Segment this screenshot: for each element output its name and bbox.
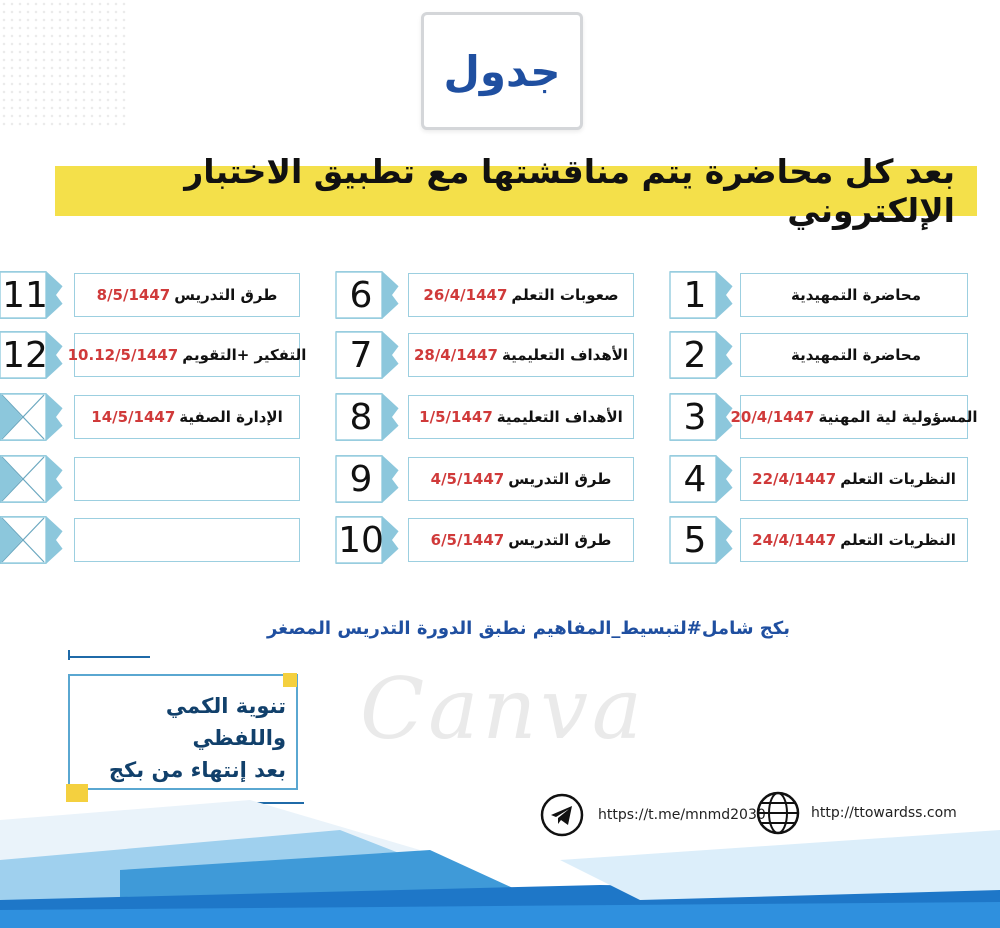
schedule-row	[0, 518, 1000, 564]
lecture-number	[0, 393, 50, 441]
lecture-number-badge	[0, 271, 74, 319]
lecture-date: 28/4/1447	[413, 346, 498, 364]
lecture-topic: الأهداف التعليمية	[501, 346, 629, 364]
lecture-topic: صعوبات التعلم	[511, 286, 619, 304]
lecture-number: 8	[349, 396, 373, 438]
lecture-box	[67, 333, 307, 377]
page-title: جدول	[443, 46, 561, 96]
lecture-box	[74, 395, 300, 439]
lecture-date: 20/4/1447	[730, 408, 815, 426]
lecture-topic: التفكير +التقويم	[182, 346, 307, 364]
lecture-topic: النظريات التعلم	[840, 470, 956, 488]
lecture-topic: محاضرة التمهيدية	[791, 286, 922, 304]
lecture-date: 4/5/1447	[430, 470, 505, 488]
decor-square	[283, 673, 297, 687]
lecture-number: 3	[683, 396, 707, 438]
website-link[interactable]	[755, 790, 957, 836]
title-box	[421, 12, 583, 130]
decor-line	[68, 650, 70, 660]
lecture-date: 10.12/5/1447	[67, 346, 179, 364]
dot-pattern	[0, 0, 130, 130]
lecture-date: 8/5/1447	[96, 286, 171, 304]
globe-icon	[755, 790, 801, 836]
lecture-number: 11	[2, 274, 48, 316]
lecture-number-badge	[0, 393, 74, 441]
lecture-number: 2	[683, 334, 707, 376]
lecture-number: 9	[349, 458, 373, 500]
lecture-number: 10	[338, 519, 384, 561]
telegram-url[interactable]: https://t.me/mnmd2030	[598, 807, 766, 823]
lecture-topic: طرق التدريس	[508, 470, 612, 488]
lecture-number: 5	[683, 519, 707, 561]
telegram-icon	[540, 793, 584, 837]
lecture-topic: الأهداف التعليمية	[496, 408, 623, 426]
website-url[interactable]: http://ttowardss.com	[811, 805, 957, 821]
schedule-row	[0, 273, 1000, 319]
lecture-number-badge	[0, 516, 74, 564]
lecture-box	[74, 518, 300, 562]
lecture-topic: محاضرة التمهيدية	[791, 346, 922, 364]
lecture-number	[0, 455, 50, 503]
lecture-date: 24/4/1447	[752, 531, 837, 549]
lecture-topic: الإدارة الصفية	[179, 408, 283, 426]
lecture-number-badge	[0, 455, 74, 503]
lecture-box	[74, 457, 300, 501]
note-line-2: بعد إنتهاء من بكج	[108, 758, 286, 782]
note-box	[68, 674, 298, 790]
lecture-topic: المسؤولية لية المهنية	[818, 408, 978, 426]
decor-line	[68, 656, 150, 658]
lecture-number: 12	[2, 334, 48, 376]
subtitle-banner: بعد كل محاضرة يتم مناقشتها مع تطبيق الاختبار الإلكتروني	[55, 166, 977, 216]
lecture-number: 7	[349, 334, 373, 376]
note-line-1: تنوية الكمي واللفظي	[165, 694, 286, 750]
lecture-date: 26/4/1447	[423, 286, 508, 304]
lecture-topic: طرق التدريس	[174, 286, 278, 304]
lecture-number-badge	[0, 331, 74, 379]
lecture-number: 1	[683, 274, 707, 316]
lecture-topic: النظريات التعلم	[840, 531, 956, 549]
canva-watermark: Canva	[360, 660, 646, 758]
lecture-date: 14/5/1447	[91, 408, 176, 426]
schedule-row	[0, 457, 1000, 503]
lecture-date: 22/4/1447	[752, 470, 837, 488]
lecture-box	[74, 273, 300, 317]
lecture-date: 1/5/1447	[419, 408, 493, 426]
lecture-number: 6	[349, 274, 373, 316]
lecture-date: 6/5/1447	[430, 531, 505, 549]
schedule-row	[0, 395, 1000, 441]
schedule-row	[0, 333, 1000, 379]
telegram-link[interactable]	[540, 793, 766, 837]
lecture-number	[0, 516, 50, 564]
lecture-topic: طرق التدريس	[508, 531, 612, 549]
lecture-number: 4	[683, 458, 707, 500]
hashtag-text: بكج شامل#لتبسيط_المفاهيم نطبق الدورة التدريس المصغر	[266, 618, 790, 639]
